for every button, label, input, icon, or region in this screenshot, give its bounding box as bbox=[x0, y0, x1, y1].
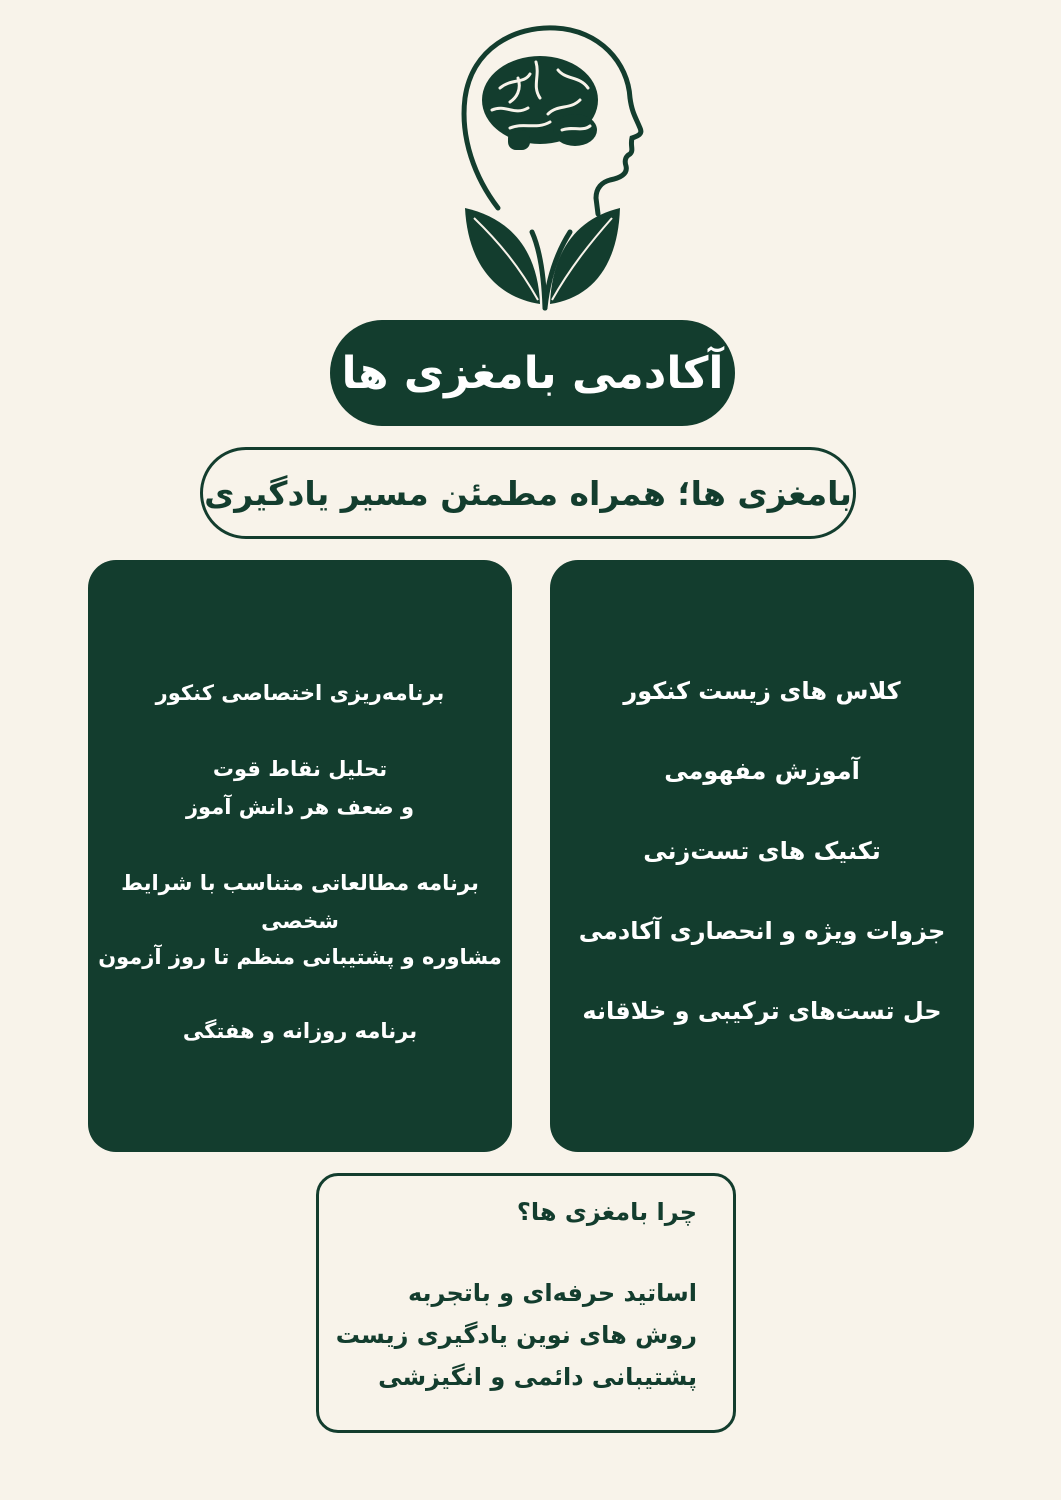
planning-item: مشاوره و پشتیبانی منظم تا روز آزمون bbox=[98, 945, 502, 969]
why-us-item: اساتید حرفه‌ای و باتجربه bbox=[407, 1279, 697, 1307]
academy-title: آکادمی بامغزی ها bbox=[341, 347, 724, 399]
planning-item: برنامه‌ریزی اختصاصی کنکور bbox=[155, 681, 445, 705]
planning-item: تحلیل نقاط قوت و ضعف هر دانش آموز bbox=[185, 757, 415, 819]
planning-panel bbox=[88, 560, 512, 1152]
services-panel bbox=[550, 560, 974, 1152]
why-us-box bbox=[316, 1173, 736, 1433]
why-us-title: چرا بامغزی ها؟ bbox=[516, 1198, 697, 1226]
brain-head-leaf-icon bbox=[440, 18, 650, 318]
why-us-list bbox=[336, 1272, 697, 1398]
planning-item: برنامه مطالعاتی متناسب با شرایط شخصی bbox=[121, 871, 479, 933]
why-us-item: پشتیبانی دائمی و انگیزشی bbox=[378, 1363, 697, 1391]
service-item: جزوات ویژه و انحصاری آکادمی bbox=[578, 917, 946, 945]
planning-item: برنامه روزانه و هفتگی bbox=[182, 1019, 418, 1043]
service-item: تکنیک های تست‌زنی bbox=[643, 837, 881, 865]
service-item: آموزش مفهومی bbox=[664, 757, 860, 785]
why-us-item: روش های نوین یادگیری زیست bbox=[335, 1321, 697, 1349]
tagline-badge bbox=[200, 447, 856, 539]
brain-head-leaf-svg bbox=[440, 18, 650, 318]
tagline: بامغزی ها؛ همراه مطمئن مسیر یادگیری bbox=[204, 473, 852, 513]
service-item: حل تست‌های ترکیبی و خلاقانه bbox=[582, 997, 942, 1025]
academy-title-badge bbox=[330, 320, 735, 426]
service-item: کلاس های زیست کنکور bbox=[623, 677, 901, 705]
